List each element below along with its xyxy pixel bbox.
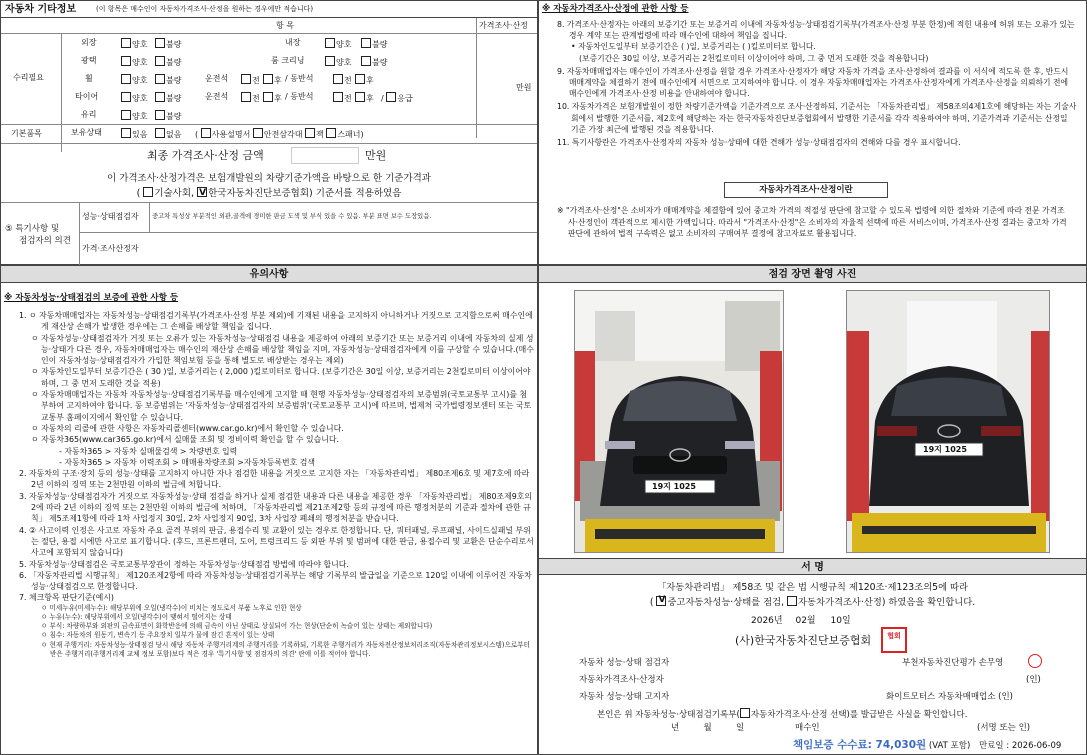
- notice-1e: ㅇ 자동차의 리콜에 관한 사항은 자동차리콜센터(www.car.go.kr)에서 확인할 수 있습니다.: [31, 423, 344, 433]
- triangle-checkbox[interactable]: [253, 128, 263, 138]
- exterior-bad[interactable]: [155, 38, 181, 50]
- wheel-driver-rear-label: 후: [274, 76, 282, 85]
- exterior-good[interactable]: [121, 38, 147, 50]
- col-item-header: 항 목: [276, 21, 294, 30]
- wheel-passenger-front-checkbox[interactable]: [333, 74, 343, 84]
- row-glass: [63, 110, 473, 124]
- notice-1h: - 자동차365 > 자동차 이력조회 > 매매용차량조회 >자동차등록번호 검색: [59, 457, 315, 467]
- appraisal-item-8-period: • 자동차인도일부터 보증기간은 ( )일, 보증거리는 ( )킬로미터로 합니다.: [571, 42, 816, 52]
- manual-label: 사용설명서: [211, 130, 251, 139]
- other-info-title-bar: [1, 1, 537, 18]
- exterior-good-checkbox[interactable]: [121, 38, 131, 48]
- tire-driver-front-label: 전: [252, 94, 260, 103]
- example-2: ㅇ 누유(누수): 해당부위에서 오일(냉각수)이 맺혀서 떨어지는 상태: [41, 612, 232, 621]
- inspector-seal: [1028, 654, 1042, 668]
- notice-7: 7. 체크항목 판단기준(예시): [19, 593, 114, 603]
- basic-items-group: ( 사용설명서 안전삼각대 잭 스패너): [195, 130, 364, 139]
- inspection-photo-rear: [846, 290, 1050, 553]
- final-price-unit: 만원: [365, 149, 387, 162]
- exterior-bad-label: 불량: [166, 40, 182, 49]
- tire-passenger-rear-label: 후: [366, 94, 374, 103]
- notice-3: 3. 자동차성능·상태점검자가 거짓으로 자동차성능·상태 점검을 하거나 실제 점검한 내용과 다른 내용을 제공한 경우 「자동차관리법」 제80조제9호의2에 따라 2년 이하의 징역 또는 2천만원 이하의 벌금에 처하며, 「자동차관리법 제21조제2항 등의 규정에 따른 행정처분의 기준과 절차에 관한 규칙」 제5조제1항에 따라 1차 사업정지 30일, 2차 사업정지 90일, 3차 사업장 폐쇄의 행정처분을 받습니다.: [19, 491, 532, 524]
- notice-list: [19, 310, 534, 659]
- cleaning-good[interactable]: [325, 56, 351, 68]
- sign-month: 02월: [795, 616, 816, 626]
- glass-bad[interactable]: [155, 110, 181, 122]
- tire-bad-checkbox[interactable]: [155, 92, 165, 102]
- buyer-date: 년 월 일: [671, 723, 745, 733]
- wheel-good-checkbox[interactable]: [121, 74, 131, 84]
- basic-none-label: 없음: [166, 130, 182, 139]
- cleaning-bad[interactable]: [361, 56, 387, 68]
- other-info-header-row: [1, 18, 537, 34]
- special-col-divider-2: [149, 202, 150, 232]
- wheel-passenger-rear-checkbox[interactable]: [355, 74, 365, 84]
- standard-line-2: ( 기술사회, V 한국자동차진단보증협회) 기준서를 적용하였음: [1, 186, 537, 201]
- row-tire-name: 타이어: [75, 92, 99, 101]
- sign-year: 2026년: [751, 616, 783, 626]
- final-price-input[interactable]: [291, 147, 359, 164]
- tire-good[interactable]: [121, 92, 147, 104]
- standard-line-1: 이 가격조사·산정가격은 보험개발원의 차량기준가액을 바탕으로 한 기준가격과: [107, 173, 431, 184]
- glass-good[interactable]: [121, 110, 147, 122]
- example-5: ㅇ 현재 주행거리: 자동차성능·상태점검 당시 해당 자동차 주행거리계의 주행거리를 기록하되, 기록한 주행거리가 자동차전산정보처리조직(자동차관리정보시스템)으로부터 받은 주행거리(주행거리계 교체 정보 포함)보다 적은 경우 '특기사항 및 점검자의 의견' 란에 이를 적어야 합니다.: [41, 640, 530, 658]
- kaida-label: 한국자동차진단보증협회) 기준서를 적용하였음: [208, 188, 402, 199]
- gloss-good-label: 양호: [132, 58, 148, 67]
- tire-emergency-checkbox[interactable]: [386, 92, 396, 102]
- receipt-text-b: 자동차가격조사·산정 선택)를 발급받은 사실을 확인합니다.: [750, 710, 968, 720]
- sign-law-line: 「자동차관리법」 제58조 및 같은 법 시행규칙 제120조·제123조의5에 따라: [656, 582, 968, 593]
- basic-label: 기본품목: [11, 129, 42, 138]
- price-unit: 만원: [516, 83, 532, 92]
- notice-1a: 1. ㅇ 자동차매매업자는 자동차성능·상태점검기록부(가격조사·산정 부분 제외)에 기재된 내용을 고지하지 아니하거나 거짓으로 고지함으로써 매수인에게 재산상 손해가 발생한 경우에는 그 손해를 배상할 책임을 집니다.: [19, 311, 533, 332]
- standard-text: [1, 171, 537, 201]
- special-label: [5, 223, 71, 247]
- fee-row: [793, 739, 1061, 753]
- wheel-passenger-rear[interactable]: [355, 74, 374, 86]
- notifier-value: 화이트모터스 자동차매매업소 (인): [886, 692, 1013, 702]
- appraisal-item-8: 8. 가격조사·산정자는 아래의 보증기간 또는 보증거리 이내에 자동차성능·상태점검기록부(가격조사·산정 부분 한정)에 적힌 내용에 허위 또는 오류가 있는 경우 계약 또는 관계법령에 따라 매수인에 대하여 책임을 집니다.: [557, 20, 1075, 41]
- association-seal: [881, 627, 907, 653]
- notice-panel: [0, 265, 538, 755]
- exterior-good-label: 양호: [132, 40, 148, 49]
- appraisal-item-9: 9. 자동차매매업자는 매수인이 가격조사·산정을 원할 경우 가격조사·산정자가 해당 자동차 가격을 조사·산정하여 결과를 이 서식에 적도록 한 후, 반드시 매매계약을 체결하기 전에 매수인에게 서면으로 고지하여야 합니다. 이 경우 자동차매매업자는 가격조사·산정자에게 가격조사·산정을 의뢰하기 전에 매수인에게 가격조사·산정 비용을 안내하여야 합니다.: [557, 66, 1069, 99]
- tire-emergency-label: 응급: [397, 94, 413, 103]
- glass-bad-checkbox[interactable]: [155, 110, 165, 120]
- other-info-panel: [0, 0, 538, 265]
- wheel-passenger-rear-label: 후: [366, 76, 374, 85]
- wheel-bad-checkbox[interactable]: [155, 74, 165, 84]
- example-1: ㅇ 미세누유(미세누수): 해당부위에 오일(냉각수)이 비치는 정도로서 부품 노후로 인한 현상: [41, 603, 302, 612]
- gloss-good-checkbox[interactable]: [121, 56, 131, 66]
- special-label-2: 점검자의 의견: [19, 236, 71, 246]
- buyer-row: [671, 723, 1071, 734]
- expiry-date: 만료일 : 2026-06-09: [978, 741, 1062, 751]
- divider-basic: [1, 124, 537, 125]
- tire-passenger-label: / 동반석: [285, 92, 314, 101]
- cleaning-good-checkbox[interactable]: [325, 56, 335, 66]
- tire-emergency[interactable]: / 응급: [381, 94, 413, 103]
- tire-passenger-front[interactable]: [333, 92, 352, 104]
- basic-status-name: 보유상태: [71, 128, 102, 137]
- notice-1c: ㅇ 자동차인도일부터 보증기간은 ( 30 )일, 보증거리는 ( 2,000 )킬로미터로 합니다. (보증기간은 30일 이상, 보증거리는 2천킬로미터 이상이어야 하며, 그 중 먼저 도래한 것을 적용): [31, 367, 531, 388]
- row-gloss: [63, 56, 473, 70]
- basic-none-checkbox[interactable]: [155, 128, 165, 138]
- tire-driver-front-checkbox[interactable]: [241, 92, 251, 102]
- wheel-driver-front-label: 전: [252, 76, 260, 85]
- appraisal-definition-text: ※ "가격조사·산정"은 소비자가 매매계약을 체결함에 있어 중고차 가격의 적절성 판단에 참고할 수 있도록 법령에 의한 절차와 기준에 따라 전문 가격조사·산정인이 객관적으로 제시한 가액입니다. 따라서 "가격조사·산정"은 소비자의 자율적 선택에 따른 서비스이며, 가격조사·산정 결과는 중고차 가격판단에 관하여 법적 구속력은 없고 소비자의 구매여부 결정에 참고자료로 활용됩니다.: [557, 206, 1067, 238]
- interior-good-label: 양호: [336, 40, 352, 49]
- association-seal-text: 협회: [887, 632, 901, 640]
- row-gloss-name: 광택: [81, 56, 97, 65]
- photo-header: 점검 장면 촬영 사진: [539, 266, 1086, 283]
- sign-row-appraiser: [579, 675, 1059, 686]
- row-room-cleaning-name: 룸 크리닝: [271, 56, 305, 65]
- sign-date: [751, 616, 851, 628]
- wheel-good-label: 양호: [132, 76, 148, 85]
- final-price-row: [1, 147, 537, 165]
- row-interior-name: 내장: [285, 38, 301, 47]
- tire-driver-rear-label: 후: [274, 94, 282, 103]
- row-tire: [63, 92, 473, 106]
- tire-driver-front[interactable]: [241, 92, 260, 104]
- notice-1f: ㅇ 자동차365(www.car365.go.kr)에서 실매물 조회 및 정비이력 확인을 할 수 있습니다.: [31, 435, 340, 445]
- sign-row-notifier: [579, 692, 1059, 703]
- interior-good-checkbox[interactable]: [325, 38, 335, 48]
- gloss-good[interactable]: [121, 56, 147, 68]
- special-inspector-text: 중고차 특성상 부분적인 외관,골격에 경미한 판금 도색 및 부식 있을 수 있음. 부분 표면 보수 도장있음.: [152, 213, 432, 220]
- example-4: ㅇ 침수: 자동차의 원동기, 변속기 등 주요장치 일부가 물에 잠긴 흔적이 있는 상태: [41, 631, 275, 640]
- basic-have-label: 있음: [132, 130, 148, 139]
- appraisal-check-label: 자동차가격조사·산정) 하였음을 확인합니다.: [798, 597, 976, 608]
- appraisal-check-checkbox[interactable]: [787, 596, 797, 606]
- tech-society-checkbox[interactable]: [143, 187, 153, 197]
- car-front-image: [575, 291, 784, 553]
- appraisal-item-10: 10. 자동차가격은 보험개발원이 정한 차량기준가액을 기준가격으로 조사·산정하되, 기준서는 「자동차관리법」 제58조의4제1호에 해당하는 자는 기술사회에서 발행한 기준서를, 제2호에 해당하는 자는 한국자동차진단보증협회에서 발행한 기준서를 각각 적용하여야 하며, 기준가격과 기준서는 산정일 기준 가장 최근에 발행된 것을 적용합니다.: [557, 102, 1077, 134]
- inspector-value: 부천자동차진단평가 손무영: [902, 658, 1004, 668]
- glass-good-checkbox[interactable]: [121, 110, 131, 120]
- kaida-checkbox[interactable]: [197, 187, 207, 197]
- appraisal-item-11: 11. 특기사항란은 가격조사·산정자의 자동차 성능·상태에 대한 견해가 성능·상태점검자의 견해와 다를 경우 표시합니다.: [557, 138, 961, 148]
- tire-passenger-rear-checkbox[interactable]: [355, 92, 365, 102]
- appraisal-title: ※ 자동차가격조사·산정에 관한 사항 등: [542, 4, 689, 14]
- car-rear-image: [847, 291, 1050, 553]
- buyer-sign: (서명 또는 인): [977, 723, 1031, 733]
- col-price-header: 가격조사·산정: [479, 21, 528, 30]
- tech-society-label: 기술사회,: [154, 188, 195, 199]
- wheel-driver-front[interactable]: [241, 74, 260, 86]
- cleaning-good-label: 양호: [336, 58, 352, 67]
- front-plate-text: 19지 1025: [652, 482, 696, 491]
- tire-passenger-rear[interactable]: [355, 92, 374, 104]
- tire-good-checkbox[interactable]: [121, 92, 131, 102]
- cleaning-bad-checkbox[interactable]: [361, 56, 371, 66]
- rear-plate-text: 19지 1025: [923, 445, 967, 454]
- special-appraiser-label: 가격·조사산정자: [82, 244, 139, 253]
- special-row-divider: [79, 232, 537, 233]
- interior-bad[interactable]: [361, 38, 387, 50]
- wheel-driver-rear[interactable]: [263, 74, 282, 86]
- basic-none[interactable]: [155, 128, 181, 140]
- notice-header: 유의사항: [1, 266, 537, 283]
- glass-good-label: 양호: [132, 112, 148, 121]
- notice-4: 4. ② 사고이력 인정은 사고로 자동차 주요 골격 부위의 판금, 용접수리 및 교환이 있는 경우로 한정합니다. 단, 쿼터패널, 루프패널, 사이드실패널 부위는 절단, 용접 시에만 사고로 표기합니다. (후드, 프론트펜더, 도어, 트렁크리드 등 외판 부위 및 범퍼에 대한 판금, 용접수리 및 교환은 단순수리로서 사고에 포함되지 않습니다): [19, 525, 534, 558]
- spanner-label: 스패너: [337, 130, 361, 139]
- example-3: ㅇ 부식: 차량하부와 외판의 금속표면이 화학반응에 의해 금속이 아닌 상태로 상실되어 가는 현상(단순히 녹슬어 있는 상태는 제외합니다): [41, 622, 433, 631]
- tire-good-label: 양호: [132, 94, 148, 103]
- tire-passenger-front-label: 전: [344, 94, 352, 103]
- row-basic: [63, 128, 473, 142]
- tire-driver-label: 운전석: [205, 92, 229, 101]
- basic-have-checkbox[interactable]: [121, 128, 131, 138]
- notifier-label: 자동차 성능·상태 고지자: [579, 692, 670, 702]
- tire-bad[interactable]: [155, 92, 181, 104]
- wheel-passenger-front[interactable]: [333, 74, 352, 86]
- basic-have[interactable]: [121, 128, 147, 140]
- gloss-bad-checkbox[interactable]: [155, 56, 165, 66]
- tire-driver-rear-checkbox[interactable]: [263, 92, 273, 102]
- row-glass-name: 유리: [81, 110, 97, 119]
- notice-1b: ㅇ 자동차성능·상태점검자가 거짓 또는 오류가 있는 자동차성능·상태점검 내용을 제공하여 아래의 보증기간 또는 보증거리 이내에 자동차의 실제 성능·상태가 다른 경우, 자동차매매업자는 매수인의 재산상 손해를 배상할 책임을 지며, 자동차성능·상태점검자에게 이를 구상할 수 있습니다.(매수인이 자동차성능·상태점검자가 가입한 책임보험 등을 통해 별도로 배상받는 경우는 제외): [31, 333, 534, 366]
- tire-bad-label: 불량: [166, 94, 182, 103]
- notice-1d: ㅇ 자동차매매업자는 자동차 자동차성능·상태점검기록부를 매수인에게 고지할 때 현행 자동차성능·상태점검자의 보증범위(국토교통부 고시)를 첨부하여 고지하여야 합니다. 동 보증범위는 '자동차성능·상태점검자의 보증범위'(국토교통부 고시)에 따르며, 법제처 국가법령정보센터 또는 국토교통부 홈페이지에서 확인할 수 있습니다.: [31, 390, 532, 422]
- notice-6: 6. 「자동차관리법 시행규칙」 제120조제2항에 따라 자동차성능·상태점검기록부는 해당 기록부의 발급일을 기준으로 120일 이내에 이루어진 자동차 성능·상태점검으로 한정합니다.: [19, 570, 532, 592]
- other-info-subtitle: (이 항목은 매수인이 자동차가격조사·산정을 원하는 경우에만 적습니다): [96, 5, 314, 13]
- other-info-title: 자동차 기타정보: [5, 4, 77, 15]
- notice-1g: - 자동차365 > 자동차 실매물검색 > 차량번호 입력: [59, 446, 238, 456]
- jack-checkbox[interactable]: [305, 128, 315, 138]
- jack-label: 잭: [316, 130, 324, 139]
- fee-label: 책임보증 수수료: 74,030원: [793, 739, 927, 751]
- appraiser-label: 자동차가격조사·산정자: [579, 675, 664, 685]
- wheel-bad[interactable]: [155, 74, 181, 86]
- fee-vat: (VAT 포함): [928, 741, 971, 751]
- notice-examples: [19, 604, 534, 659]
- appraisal-definition-title: 자동차가격조사·산정이란: [724, 182, 888, 198]
- special-inspector-label: 성능·상태점검자: [82, 212, 139, 221]
- interior-bad-checkbox[interactable]: [361, 38, 371, 48]
- tire-driver-rear[interactable]: [263, 92, 282, 104]
- row-wheel-name: 휠: [85, 74, 93, 83]
- special-label-1: ⑤ 특기사항 및: [5, 224, 60, 234]
- sign-day: 10일: [830, 616, 851, 626]
- notice-title: ※ 자동차성능·상태점검의 보증에 관한 사항 등: [4, 293, 179, 303]
- wheel-passenger-label: / 동반석: [285, 74, 314, 83]
- triangle-label: 안전삼각대: [263, 130, 303, 139]
- sign-check-line: ( V중고자동차성능·상태를 점검, 자동차가격조사·산정) 하였음을 확인합니다.: [539, 596, 1086, 609]
- wheel-driver-rear-checkbox[interactable]: [263, 74, 273, 84]
- wheel-good[interactable]: [121, 74, 147, 86]
- appraisal-items: [557, 19, 1077, 148]
- wheel-bad-label: 불량: [166, 76, 182, 85]
- wheel-driver-front-checkbox[interactable]: [241, 74, 251, 84]
- sign-row-inspector: [579, 658, 1059, 669]
- interior-bad-label: 불량: [372, 40, 388, 49]
- inspection-photo-front: [574, 290, 784, 553]
- gloss-bad[interactable]: [155, 56, 181, 68]
- row-exterior: [63, 38, 473, 52]
- gloss-bad-label: 불량: [166, 58, 182, 67]
- tire-passenger-front-checkbox[interactable]: [333, 92, 343, 102]
- sign-header: 서 명: [539, 558, 1086, 575]
- final-price-label: 최종 가격조사·산정 금액: [147, 149, 264, 162]
- glass-bad-label: 불량: [166, 112, 182, 121]
- wheel-driver-label: 운전석: [205, 74, 229, 83]
- receipt-line: [597, 708, 1077, 721]
- wheel-passenger-front-label: 전: [344, 76, 352, 85]
- interior-good[interactable]: [325, 38, 351, 50]
- cleaning-bad-label: 불량: [372, 58, 388, 67]
- exterior-bad-checkbox[interactable]: [155, 38, 165, 48]
- row-exterior-name: 외장: [81, 38, 97, 47]
- photo-sign-panel: [538, 265, 1087, 755]
- special-col-divider: [79, 202, 80, 265]
- appraisal-panel: [538, 0, 1087, 265]
- association-name: (사)한국자동차진단보증협회: [735, 634, 872, 647]
- row-wheel: [63, 74, 473, 88]
- notice-2: 2. 자동차의 구조·장치 등의 성능·상태를 고지하지 아니한 자나 점검한 내용을 거짓으로 고지한 자는 「자동차관리법」 제80조제6호 및 제7호에 따라 2년 이하의 징역 또는 2천만원 이하의 벌금에 처합니다.: [19, 469, 530, 490]
- divider-special: [1, 202, 537, 203]
- spanner-checkbox[interactable]: [326, 128, 336, 138]
- notice-5: 5. 자동차성능·상태점검은 국토교통부장관이 정하는 자동차성능·상태점검 방법에 따라야 합니다.: [19, 559, 349, 569]
- buyer-label: 매수인: [795, 723, 820, 733]
- divider-final: [1, 143, 537, 144]
- inspector-label: 자동차 성능·상태 점검자: [579, 658, 670, 668]
- repair-label: 수리필요: [13, 73, 44, 82]
- price-col-divider: [476, 18, 477, 138]
- appraiser-value: (인): [1026, 675, 1041, 685]
- repair-col-divider: [61, 34, 62, 152]
- manual-checkbox[interactable]: [201, 128, 211, 138]
- performance-check-checkbox[interactable]: [656, 596, 666, 606]
- appraisal-item-8-note: (보증기간은 30일 이상, 보증거리는 2천킬로미터 이상이어야 하며, 그 중 먼저 도래한 것을 적용합니다): [579, 53, 929, 63]
- receipt-text-a: 본인은 위 자동차성능·상태점검기록부(: [597, 710, 740, 720]
- performance-check-label: 중고자동차성능·상태를 점검,: [667, 597, 785, 608]
- receipt-appraisal-checkbox[interactable]: [740, 708, 750, 718]
